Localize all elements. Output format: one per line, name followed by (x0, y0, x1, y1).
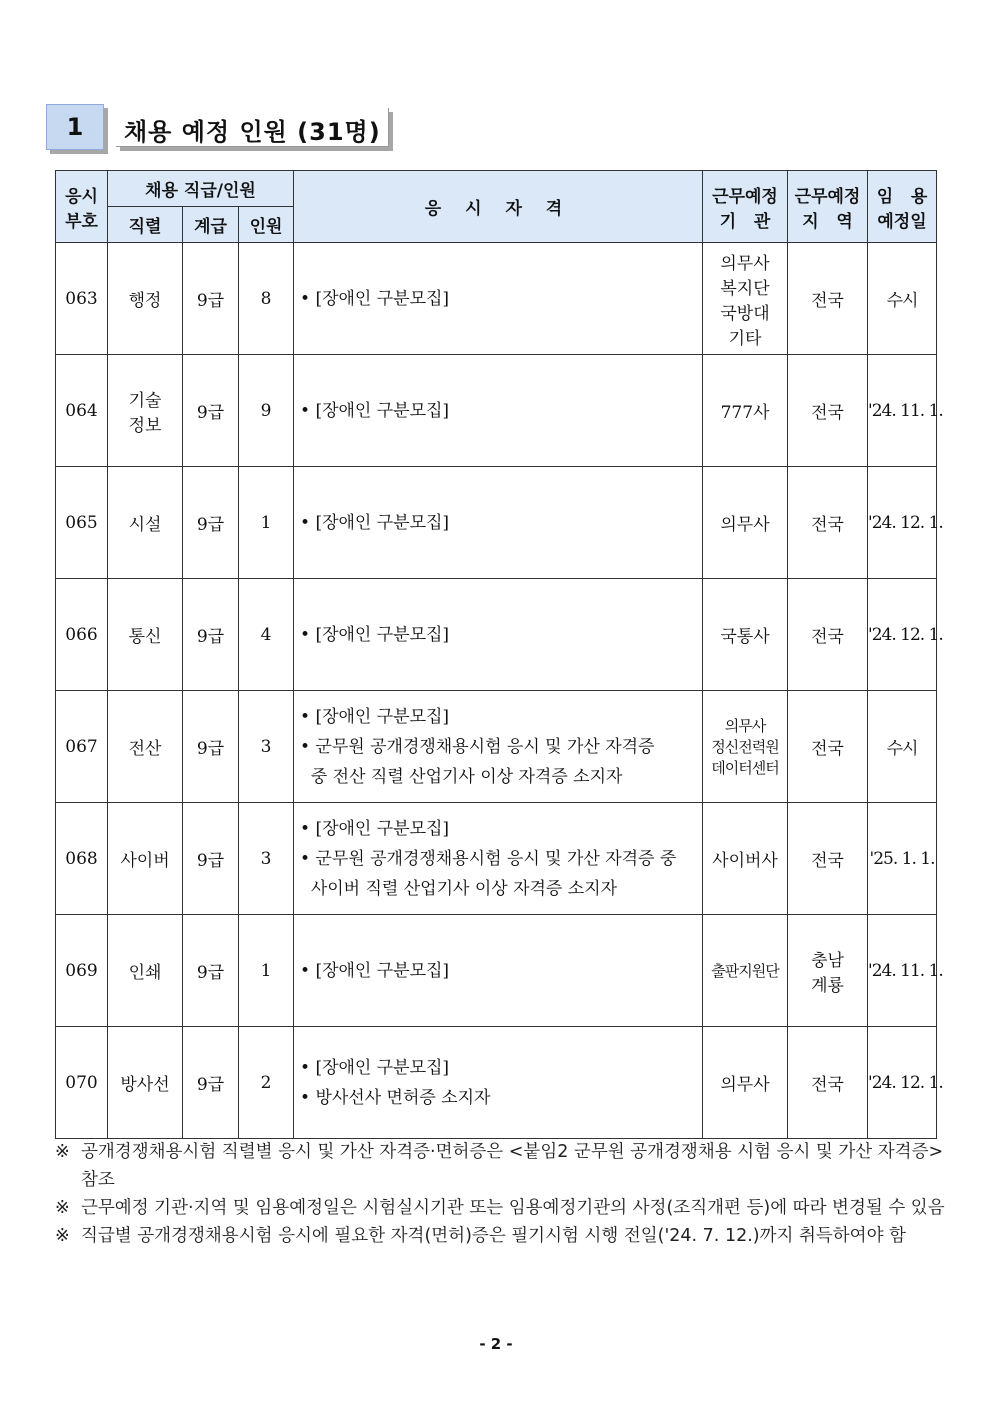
cell-qualification-line: 중 전산 직렬 산업기사 이상 자격증 소지자 (300, 766, 623, 787)
cell-agency (703, 1027, 788, 1139)
cell-agency-line: 기타 (728, 328, 762, 349)
recruitment-table (55, 170, 943, 1139)
cell-agency-line: 의무사 (720, 253, 770, 274)
cell-date: '24. 11. 1. (868, 915, 937, 1027)
cell-region-line: 전국 (811, 403, 844, 423)
cell-job-line: 방사선 (120, 1075, 170, 1095)
table-row (56, 355, 937, 467)
cell-code: 065 (56, 467, 108, 579)
cell-date: '24. 12. 1. (868, 467, 937, 579)
cell-job (108, 803, 183, 915)
cell-code: 070 (56, 1027, 108, 1139)
cell-count: 8 (239, 243, 294, 355)
cell-count: 3 (239, 803, 294, 915)
footnote (55, 1138, 945, 1194)
cell-code: 066 (56, 579, 108, 691)
cell-qualification (294, 467, 703, 579)
cell-grade: 9급 (183, 243, 239, 355)
cell-region (788, 355, 868, 467)
cell-code: 063 (56, 243, 108, 355)
cell-qualification (294, 1027, 703, 1139)
cell-grade: 9급 (183, 1027, 239, 1139)
cell-date: '25. 1. 1. (868, 803, 937, 915)
cell-agency (703, 691, 788, 803)
cell-region (788, 915, 868, 1027)
page-number: - 2 - (479, 1335, 513, 1353)
note-mark: ※ (55, 1198, 70, 1218)
table-body (56, 243, 943, 1139)
cell-agency-line: 777사 (720, 403, 770, 423)
cell-count: 2 (239, 1027, 294, 1139)
cell-qualification-line: • [장애인 구분모집] (300, 288, 450, 309)
cell-date: 수시 (868, 691, 937, 803)
header-appoint-date: 임 용 예정일 (868, 171, 937, 243)
cell-qualification (294, 243, 703, 355)
cell-job (108, 467, 183, 579)
cell-agency (703, 579, 788, 691)
table-row (56, 915, 937, 1027)
cell-date: '24. 11. 1. (868, 355, 937, 467)
cell-region-line: 충남 (811, 950, 844, 971)
cell-date: 수시 (868, 243, 937, 355)
cell-agency-line: 의무사 (720, 1075, 770, 1095)
cell-grade: 9급 (183, 803, 239, 915)
cell-region (788, 1027, 868, 1139)
cell-count: 9 (239, 355, 294, 467)
section-title: 채용 예정 인원 (31명) (124, 118, 381, 146)
cell-qualification-line: • 방사선사 면허증 소지자 (300, 1087, 491, 1108)
header-region: 근무예정 지 역 (788, 171, 868, 243)
cell-agency-line: 의무사 (720, 515, 770, 535)
cell-agency (703, 467, 788, 579)
footnotes (55, 1138, 945, 1250)
table-row (56, 691, 937, 803)
cell-qualification (294, 691, 703, 803)
cell-qualification-line: • 군무원 공개경쟁채용시험 응시 및 가산 자격증 (300, 736, 655, 757)
cell-qualification-line: • [장애인 구분모집] (300, 1057, 450, 1078)
note-text: 근무예정 기관·지역 및 임용예정일은 시험실시기관 또는 임용예정기관의 사정(조직개편 등)에 따라 변경될 수 있음 (81, 1198, 945, 1218)
cell-agency-line: 국방대 (720, 303, 770, 324)
cell-region (788, 467, 868, 579)
header-qualification: 응 시 자 격 (294, 171, 703, 243)
cell-job-line: 사이버 (120, 851, 170, 871)
table-row (56, 467, 937, 579)
cell-region-line: 전국 (811, 1075, 844, 1095)
cell-agency-line: 정신전력원 (711, 738, 779, 756)
cell-qualification-line: 사이버 직렬 산업기사 이상 자격증 소지자 (300, 878, 618, 899)
cell-region-line: 계룡 (811, 975, 844, 996)
cell-job-line: 인쇄 (128, 963, 162, 983)
cell-agency (703, 915, 788, 1027)
table-row (56, 803, 937, 915)
cell-date: '24. 12. 1. (868, 1027, 937, 1139)
cell-region (788, 691, 868, 803)
cell-job-line: 행정 (128, 291, 162, 311)
cell-agency-line: 사이버사 (712, 851, 778, 871)
cell-qualification (294, 355, 703, 467)
footnote (55, 1194, 945, 1222)
cell-job-line: 통신 (128, 627, 162, 647)
note-mark: ※ (55, 1142, 70, 1162)
cell-count: 1 (239, 915, 294, 1027)
cell-job (108, 579, 183, 691)
cell-job (108, 355, 183, 467)
cell-qualification (294, 579, 703, 691)
cell-grade: 9급 (183, 579, 239, 691)
cell-qualification-line: • [장애인 구분모집] (300, 960, 450, 981)
cell-grade: 9급 (183, 355, 239, 467)
cell-agency-line: 출판지원단 (711, 962, 779, 980)
cell-region-line: 전국 (811, 739, 844, 759)
header-job: 직렬 (108, 207, 183, 243)
cell-count: 1 (239, 467, 294, 579)
cell-job (108, 243, 183, 355)
table-row (56, 243, 937, 355)
cell-code: 064 (56, 355, 108, 467)
cell-agency-line: 복지단 (720, 278, 770, 299)
cell-region-line: 전국 (811, 291, 844, 311)
note-text: 공개경쟁채용시험 직렬별 응시 및 가산 자격증·면허증은 <붙임2 군무원 공개경쟁채용 시험 응시 및 가산 자격증> 참조 (81, 1142, 944, 1190)
cell-qualification-line: • [장애인 구분모집] (300, 400, 450, 421)
cell-job-line: 전산 (128, 739, 162, 759)
cell-qualification-line: • [장애인 구분모집] (300, 512, 450, 533)
cell-qualification-line: • [장애인 구분모집] (300, 706, 450, 727)
cell-code: 069 (56, 915, 108, 1027)
cell-qualification-line: • 군무원 공개경쟁채용시험 응시 및 가산 자격증 중 (300, 848, 677, 869)
cell-job (108, 1027, 183, 1139)
cell-grade: 9급 (183, 915, 239, 1027)
note-text: 직급별 공개경쟁채용시험 응시에 필요한 자격(면허)증은 필기시험 시행 전일('24. 7. 12.)까지 취득하여야 함 (81, 1226, 906, 1246)
note-mark: ※ (55, 1226, 70, 1246)
cell-grade: 9급 (183, 691, 239, 803)
cell-job (108, 915, 183, 1027)
table-row (56, 1027, 937, 1139)
header-count: 인원 (239, 207, 294, 243)
cell-code: 067 (56, 691, 108, 803)
cell-job-line: 정보 (128, 415, 162, 436)
cell-count: 3 (239, 691, 294, 803)
cell-agency-line: 의무사 (724, 717, 766, 735)
section-number: 1 (46, 104, 104, 150)
footnote (55, 1222, 945, 1250)
table-row (56, 579, 937, 691)
cell-grade: 9급 (183, 467, 239, 579)
cell-job-line: 시설 (128, 515, 162, 535)
cell-qualification (294, 803, 703, 915)
cell-qualification-line: • [장애인 구분모집] (300, 818, 450, 839)
cell-region (788, 243, 868, 355)
header-grade: 계급 (183, 207, 239, 243)
cell-agency-line: 국통사 (720, 627, 770, 647)
cell-qualification (294, 915, 703, 1027)
header-agency: 근무예정 기 관 (703, 171, 788, 243)
cell-agency (703, 355, 788, 467)
cell-agency (703, 243, 788, 355)
cell-region-line: 전국 (811, 851, 844, 871)
cell-agency (703, 803, 788, 915)
header-exam-no: 응시 부호 (56, 171, 108, 243)
cell-date: '24. 12. 1. (868, 579, 937, 691)
cell-code: 068 (56, 803, 108, 915)
cell-job (108, 691, 183, 803)
cell-region-line: 전국 (811, 627, 844, 647)
cell-qualification-line: • [장애인 구분모집] (300, 624, 450, 645)
cell-count: 4 (239, 579, 294, 691)
cell-job-line: 기술 (128, 390, 162, 411)
cell-agency-line: 데이터센터 (711, 759, 779, 777)
cell-region (788, 803, 868, 915)
cell-region (788, 579, 868, 691)
header-position-group: 채용 직급/인원 (108, 171, 294, 207)
section-title-box (116, 108, 389, 147)
cell-region-line: 전국 (811, 515, 844, 535)
